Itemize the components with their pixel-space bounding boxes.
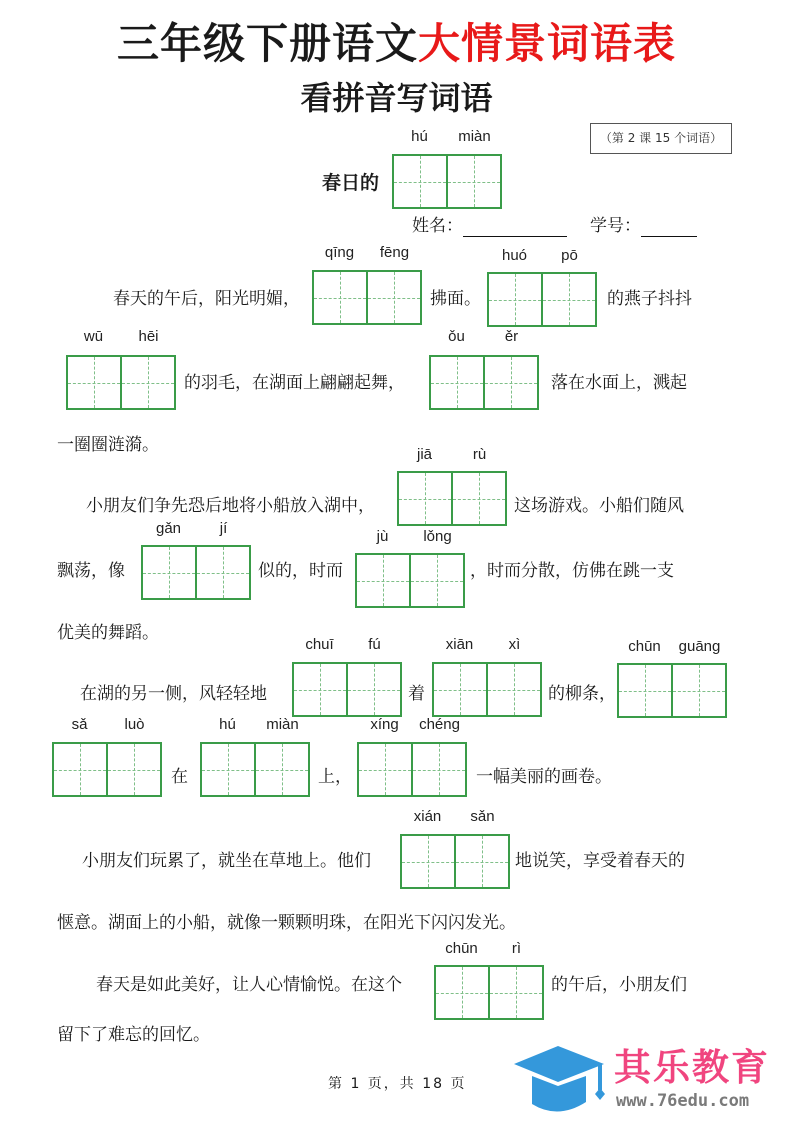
grid-cell[interactable] (68, 357, 120, 408)
grid-cell[interactable] (451, 473, 505, 524)
grid-cell[interactable] (294, 664, 346, 715)
grid-cell[interactable] (436, 967, 488, 1018)
writing-grid-ouer[interactable] (429, 355, 539, 410)
pinyin: ěr (504, 328, 519, 345)
paragraph-text: 小朋友们争先恐后地将小船放入湖中， (86, 496, 375, 516)
paragraph-text: 在 (171, 767, 188, 787)
name-field (412, 215, 567, 237)
pinyin: gǎn (155, 520, 182, 537)
pinyin: miàn (266, 716, 299, 733)
writing-grid-julong[interactable] (355, 553, 465, 608)
logo-url: www.76edu.com (616, 1091, 750, 1111)
grid-cell[interactable] (541, 274, 595, 325)
id-label: 学号： (590, 216, 641, 236)
writing-grid-humian[interactable] (200, 742, 310, 797)
pinyin: huó (501, 247, 528, 264)
grid-cell[interactable] (195, 547, 249, 598)
title-red: 大情景词语表 (418, 19, 677, 68)
grid-cell[interactable] (402, 836, 454, 887)
lesson-heading-prefix: 春日的 (322, 172, 380, 194)
pinyin: qīng (324, 244, 355, 261)
grid-cell[interactable] (483, 357, 537, 408)
pinyin: jù (376, 528, 389, 545)
pinyin: pō (561, 247, 578, 264)
pinyin: miàn (458, 128, 491, 145)
grid-cell[interactable] (486, 664, 540, 715)
grid-cell[interactable] (346, 664, 400, 715)
writing-grid-xiansan[interactable] (400, 834, 510, 889)
paragraph-text: 春天的午后，阳光明媚， (113, 289, 300, 309)
paragraph-text: 地说笑，享受着春天的 (515, 851, 685, 871)
writing-grid-huopo[interactable] (487, 272, 597, 327)
pinyin: fēng (379, 244, 410, 261)
writing-grid-chunri[interactable] (434, 965, 544, 1020)
paragraph-text: 似的，时而 (258, 561, 343, 581)
id-field (590, 215, 697, 237)
writing-grid-xingcheng[interactable] (357, 742, 467, 797)
graduation-cap-icon (510, 1044, 610, 1118)
grid-cell[interactable] (399, 473, 451, 524)
paragraph-text: 着 (408, 684, 425, 704)
pinyin: jí (219, 520, 228, 537)
pinyin: chuī (305, 636, 334, 653)
grid-cell[interactable] (366, 272, 420, 323)
paragraph-text: 一幅美丽的画卷。 (476, 767, 612, 787)
pinyin: fú (368, 636, 381, 653)
paragraph-text: 留下了难忘的回忆。 (57, 1025, 210, 1045)
writing-grid-ganji[interactable] (141, 545, 251, 600)
grid-cell[interactable] (143, 547, 195, 598)
pinyin: lǒng (423, 528, 452, 545)
paragraph-text: 的羽毛，在湖面上翩翩起舞， (184, 373, 405, 393)
writing-grid-jiaru[interactable] (397, 471, 507, 526)
paragraph-text: 这场游戏。小船们随风 (514, 496, 684, 516)
writing-grid-chunguang[interactable] (617, 663, 727, 718)
grid-cell[interactable] (671, 665, 725, 716)
pinyin: xì (508, 636, 521, 653)
grid-cell[interactable] (411, 744, 465, 795)
paragraph-text: 的午后，小朋友们 (551, 975, 687, 995)
grid-cell[interactable] (394, 156, 446, 207)
pinyin: hú (411, 128, 428, 145)
name-input-line[interactable] (463, 220, 567, 237)
pinyin: chūn (628, 638, 661, 655)
paragraph-text: 的燕子抖抖 (607, 289, 692, 309)
grid-cell[interactable] (120, 357, 174, 408)
pinyin: rì (511, 940, 522, 957)
pinyin: luò (124, 716, 145, 733)
grid-cell[interactable] (359, 744, 411, 795)
paragraph-text: 落在水面上，溅起 (551, 373, 687, 393)
grid-cell[interactable] (314, 272, 366, 323)
writing-grid-qingfeng[interactable] (312, 270, 422, 325)
grid-cell[interactable] (106, 744, 160, 795)
paragraph-text: 春天是如此美好，让人心情愉悦。在这个 (96, 975, 402, 995)
pinyin: hú (219, 716, 236, 733)
logo-name: 其乐教育 (614, 1046, 770, 1089)
pinyin: jiā (416, 446, 432, 463)
paragraph-text: 飘荡，像 (57, 561, 125, 581)
grid-cell[interactable] (357, 555, 409, 606)
paragraph-text: 小朋友们玩累了，就坐在草地上。他们 (82, 851, 371, 871)
paragraph-text: 在湖的另一侧，风轻轻地 (80, 684, 267, 704)
pinyin: chūn (445, 940, 478, 957)
pinyin: xíng (370, 716, 399, 733)
pinyin: guāng (678, 638, 721, 655)
pinyin: xián (413, 808, 442, 825)
pinyin: ǒu (448, 328, 465, 345)
grid-cell[interactable] (488, 967, 542, 1018)
grid-cell[interactable] (489, 274, 541, 325)
paragraph-text: ，时而分散，仿佛在跳一支 (470, 561, 674, 581)
paragraph-text: 上， (318, 767, 352, 787)
pinyin: sǎ (71, 716, 88, 733)
grid-cell[interactable] (409, 555, 463, 606)
grid-cell[interactable] (446, 156, 500, 207)
pinyin: rù (472, 446, 487, 463)
grid-cell[interactable] (431, 357, 483, 408)
writing-grid-lesson-title[interactable] (392, 154, 502, 209)
paragraph-text: 一圈圈涟漪。 (57, 435, 159, 455)
grid-cell[interactable] (619, 665, 671, 716)
paragraph-text: 拂面。 (430, 289, 481, 309)
pinyin: wū (83, 328, 104, 345)
grid-cell[interactable] (254, 744, 308, 795)
writing-grid-saluo[interactable] (52, 742, 162, 797)
paragraph-text: 的柳条， (548, 684, 616, 704)
pinyin: hēi (138, 328, 159, 345)
grid-cell[interactable] (454, 836, 508, 887)
pinyin: sǎn (470, 808, 495, 825)
pinyin: chéng (419, 716, 460, 733)
writing-grid-xianxi[interactable] (432, 662, 542, 717)
grid-cell[interactable] (54, 744, 106, 795)
page-title (0, 16, 793, 72)
title-black: 三年级下册语文 (116, 19, 418, 68)
writing-grid-wuhei[interactable] (66, 355, 176, 410)
paragraph-text: 优美的舞蹈。 (57, 623, 159, 643)
lesson-badge: （第 2 课 15 个词语） (590, 123, 732, 154)
writing-grid-chuifu[interactable] (292, 662, 402, 717)
pinyin: xiān (445, 636, 474, 653)
page-subtitle: 看拼音写词语 (300, 79, 493, 117)
grid-cell[interactable] (202, 744, 254, 795)
paragraph-text: 惬意。湖面上的小船，就像一颗颗明珠，在阳光下闪闪发光。 (57, 913, 516, 933)
name-label: 姓名： (412, 216, 463, 236)
grid-cell[interactable] (434, 664, 486, 715)
id-input-line[interactable] (641, 220, 697, 237)
page-number: 第 1 页，共 18 页 (328, 1076, 467, 1092)
